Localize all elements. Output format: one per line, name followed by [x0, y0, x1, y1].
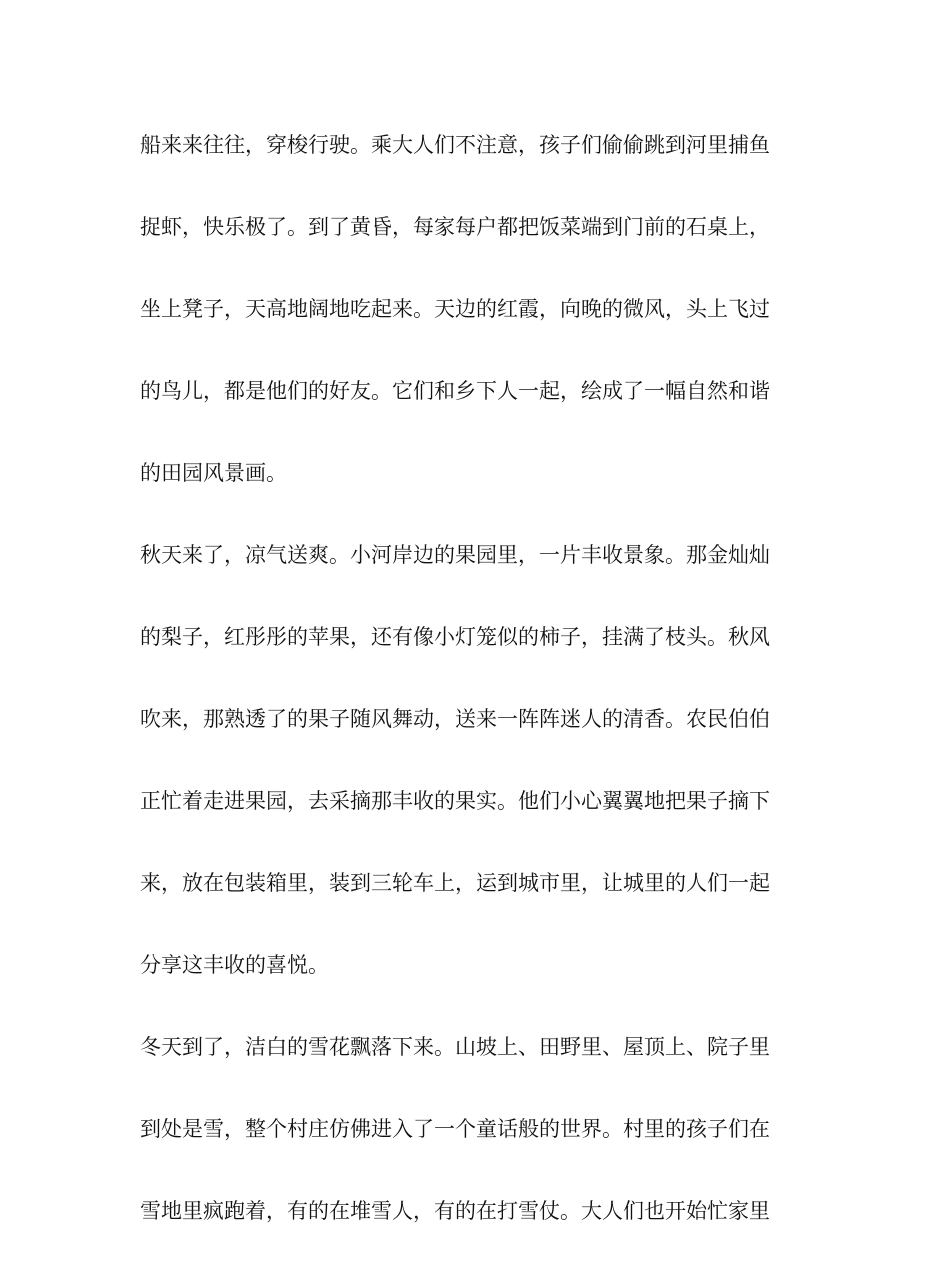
text-line: 的田园风景画。 [140, 461, 287, 485]
text-line: 的鸟儿，都是他们的好友。它们和乡下人一起，绘成了一幅自然和谐 [140, 379, 770, 403]
text-line: 冬天到了，洁白的雪花飘落下来。山坡上、田野里、屋顶上、院子里 [140, 1035, 770, 1059]
text-line: 捉虾，快乐极了。到了黄昏，每家每户都把饭菜端到门前的石桌上， [140, 215, 770, 239]
text-line: 船来来往往，穿梭行驶。乘大人们不注意，孩子们偷偷跳到河里捕鱼 [140, 133, 770, 157]
text-line: 秋天来了，凉气送爽。小河岸边的果园里，一片丰收景象。那金灿灿 [140, 543, 770, 567]
document-body [140, 121, 800, 1269]
text-line: 吹来，那熟透了的果子随风舞动，送来一阵阵迷人的清香。农民伯伯 [140, 707, 770, 731]
text-line: 分享这丰收的喜悦。 [140, 953, 329, 977]
text-line: 到处是雪，整个村庄仿佛进入了一个童话般的世界。村里的孩子们在 [140, 1117, 770, 1141]
text-line: 的梨子，红彤彤的苹果，还有像小灯笼似的柿子，挂满了枝头。秋风 [140, 625, 770, 649]
text-line: 雪地里疯跑着，有的在堆雪人，有的在打雪仗。大人们也开始忙家里 [140, 1199, 770, 1223]
text-line: 来，放在包装箱里，装到三轮车上，运到城市里，让城里的人们一起 [140, 871, 770, 895]
text-line: 坐上凳子，天高地阔地吃起来。天边的红霞，向晚的微风，头上飞过 [140, 297, 770, 321]
text-line: 正忙着走进果园，去采摘那丰收的果实。他们小心翼翼地把果子摘下 [140, 789, 770, 813]
